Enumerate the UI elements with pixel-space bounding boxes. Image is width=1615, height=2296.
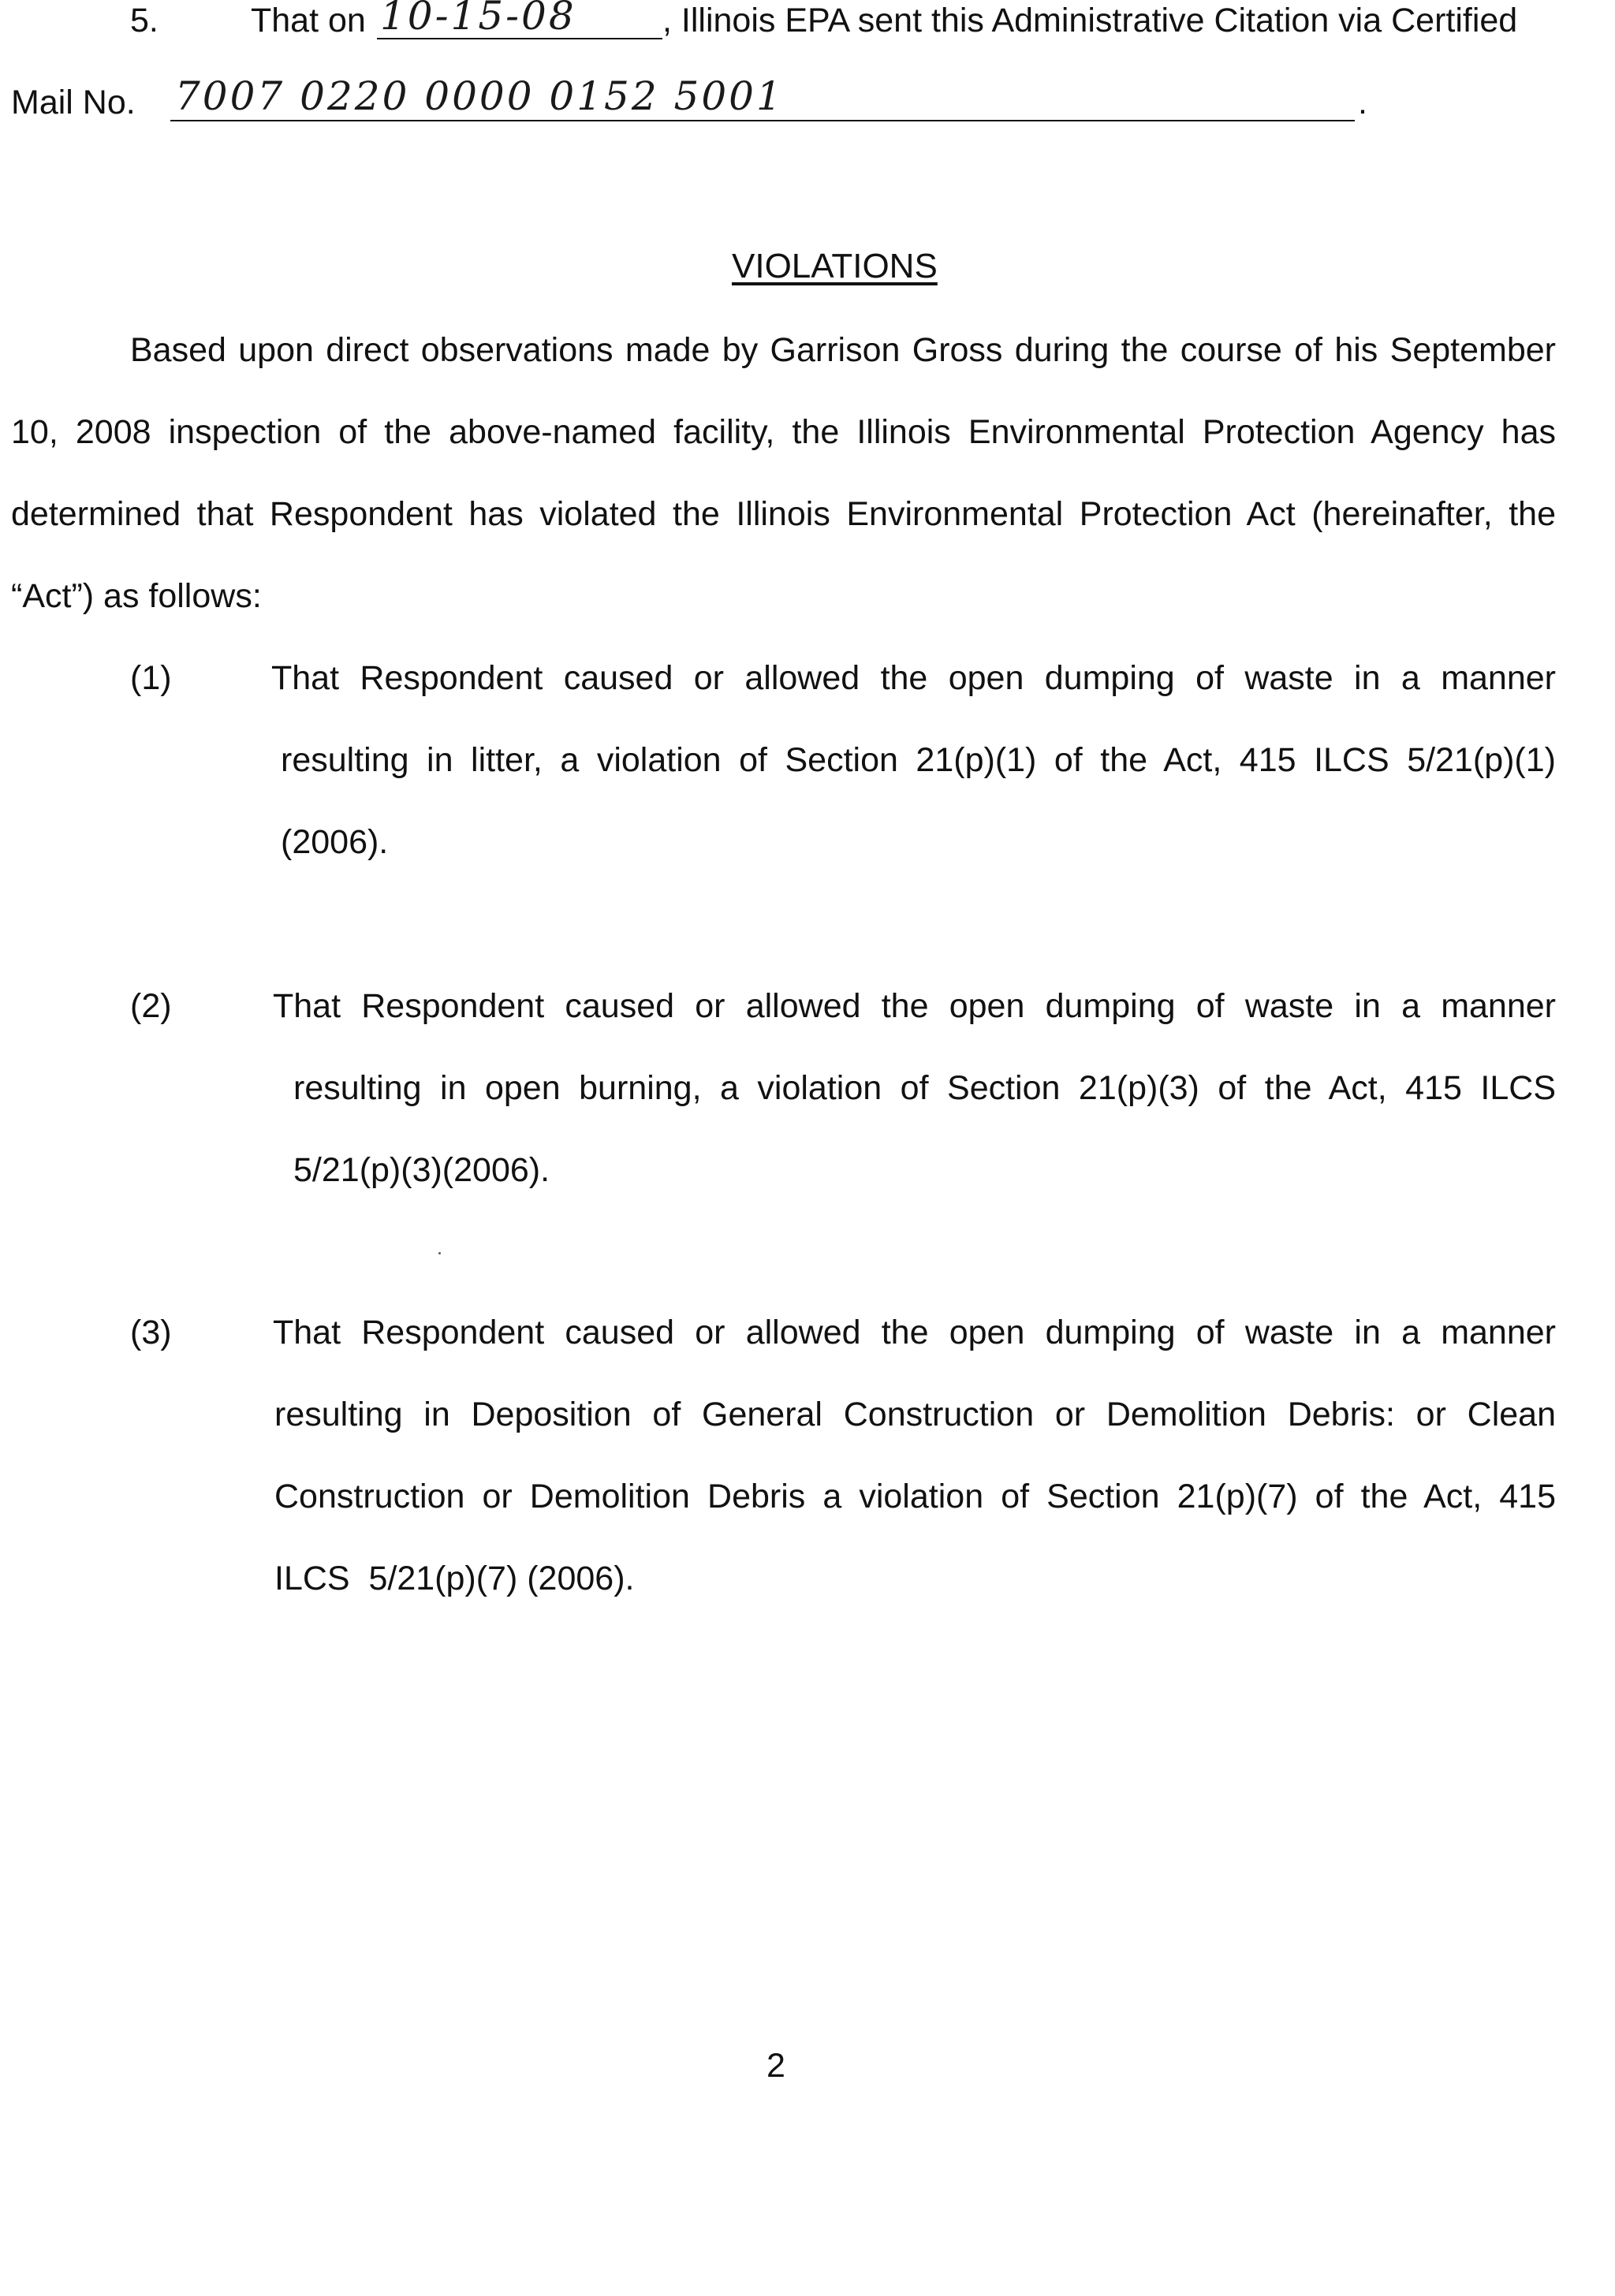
violation-2-line-2: resulting in open burning, a violation of Section 21(p)(3) of the Act, 415 ILCS [293, 1069, 1556, 1107]
paragraph-5-number: 5. [130, 2, 159, 39]
handwritten-mail-number: 7007 0220 0000 0152 5001 [175, 73, 784, 119]
violation-1-line-2: resulting in litter, a violation of Section 21(p)(1) of the Act, 415 ILCS 5/21(p)(1) [281, 741, 1556, 779]
violation-3-line-2: resulting in Deposition of General Construction or Demolition Debris: or Clean [274, 1396, 1556, 1433]
handwritten-date: 10-15-08 [380, 0, 576, 39]
violation-3-line-3: Construction or Demolition Debris a violation of Section 21(p)(7) of the Act, 415 [274, 1478, 1556, 1515]
intro-line-3: determined that Respondent has violated the Illinois Environmental Protection Act (hereinafter, the [11, 495, 1556, 533]
paragraph-5-suffix: , Illinois EPA sent this Administrative Citation via Certified [662, 2, 1518, 39]
page-number: 2 [766, 2047, 785, 2085]
violation-2-line-1: That Respondent caused or allowed the open dumping of waste in a manner [273, 987, 1556, 1025]
intro-line-2: 10, 2008 inspection of the above-named facility, the Illinois Environmental Protection Agency has [11, 413, 1556, 451]
violation-2-line-3: 5/21(p)(3)(2006). [293, 1151, 550, 1189]
violation-3-number: (3) [130, 1314, 172, 1351]
violations-heading: VIOLATIONS [732, 247, 938, 285]
mail-number-blank-line [170, 120, 1355, 121]
stray-mark [438, 1252, 441, 1254]
intro-line-1: Based upon direct observations made by Garrison Gross during the course of his September [130, 331, 1556, 369]
violation-3-line-1: That Respondent caused or allowed the open dumping of waste in a manner [273, 1314, 1556, 1351]
mail-number-label: Mail No. [11, 84, 136, 121]
violation-1-number: (1) [130, 659, 172, 697]
intro-line-4: “Act”) as follows: [11, 577, 262, 615]
paragraph-5-prefix: That on [251, 2, 366, 39]
mail-number-period: . [1358, 84, 1367, 121]
violation-1-line-1: That Respondent caused or allowed the open dumping of waste in a manner [271, 659, 1556, 697]
violation-1-line-3: (2006). [281, 823, 389, 861]
violation-2-number: (2) [130, 987, 172, 1025]
violation-3-line-4: ILCS 5/21(p)(7) (2006). [274, 1560, 635, 1597]
